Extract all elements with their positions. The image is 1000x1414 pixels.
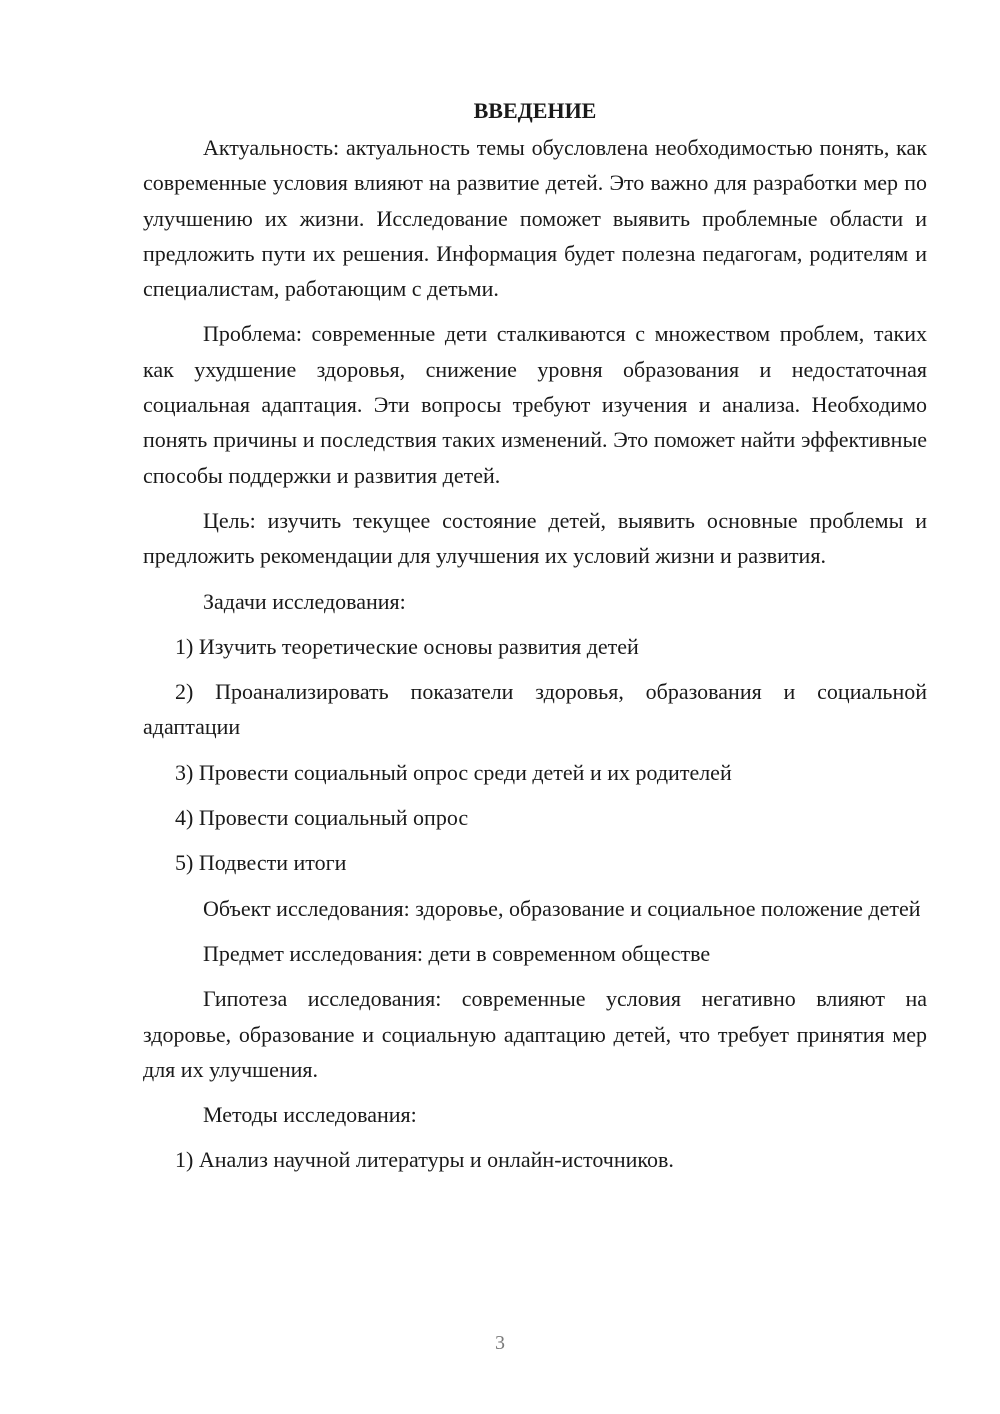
problem-paragraph: Проблема: современные дети сталкиваются с множеством проблем, таких как ухудшение здоровья, снижение уровня образования и недостаточная социальная адаптация. Эти вопросы требуют изучения и анализа. Необходимо понять причины и последствия таких изменений. Это поможет найти эффективные способы поддержки и развития детей. (143, 321, 927, 488)
task-item: 4) Провести социальный опрос (175, 805, 469, 831)
hypothesis-paragraph: Гипотеза исследования: современные условия негативно влияют на здоровье, образование и социальную адаптацию детей, что требует принятия мер для их улучшения. (143, 986, 927, 1082)
task-item: 3) Провести социальный опрос среди детей и их родителей (175, 759, 732, 785)
method-item: 1) Анализ научной литературы и онлайн-источников. (175, 1147, 674, 1173)
task-item: 2) Проанализировать показатели здоровья, образования и социальной адаптации (143, 679, 927, 740)
task-item: 1) Изучить теоретические основы развития детей (175, 633, 639, 659)
relevance-paragraph: Актуальность: актуальность темы обусловлена необходимостью понять, как современные условия влияют на развитие детей. Это важно для разработки мер по улучшению их жизни. Исследование поможет выявить проблемные области и предложить пути их решения. Информация будет полезна педагогам, родителям и специалистам, работающим с детьми. (143, 135, 927, 302)
document-page (143, 96, 927, 1188)
object-paragraph: Объект исследования: здоровье, образование и социальное положение детей (203, 895, 921, 921)
page-number: 3 (495, 1332, 505, 1354)
tasks-heading: Задачи исследования: (203, 588, 406, 614)
goal-paragraph: Цель: изучить текущее состояние детей, выявить основные проблемы и предложить рекомендации для улучшения их условий жизни и развития. (143, 507, 927, 569)
methods-heading: Методы исследования: (203, 1102, 417, 1128)
subject-paragraph: Предмет исследования: дети в современном обществе (203, 940, 711, 966)
task-item: 5) Подвести итоги (175, 850, 347, 876)
section-title: ВВЕДЕНИЕ (473, 98, 597, 123)
